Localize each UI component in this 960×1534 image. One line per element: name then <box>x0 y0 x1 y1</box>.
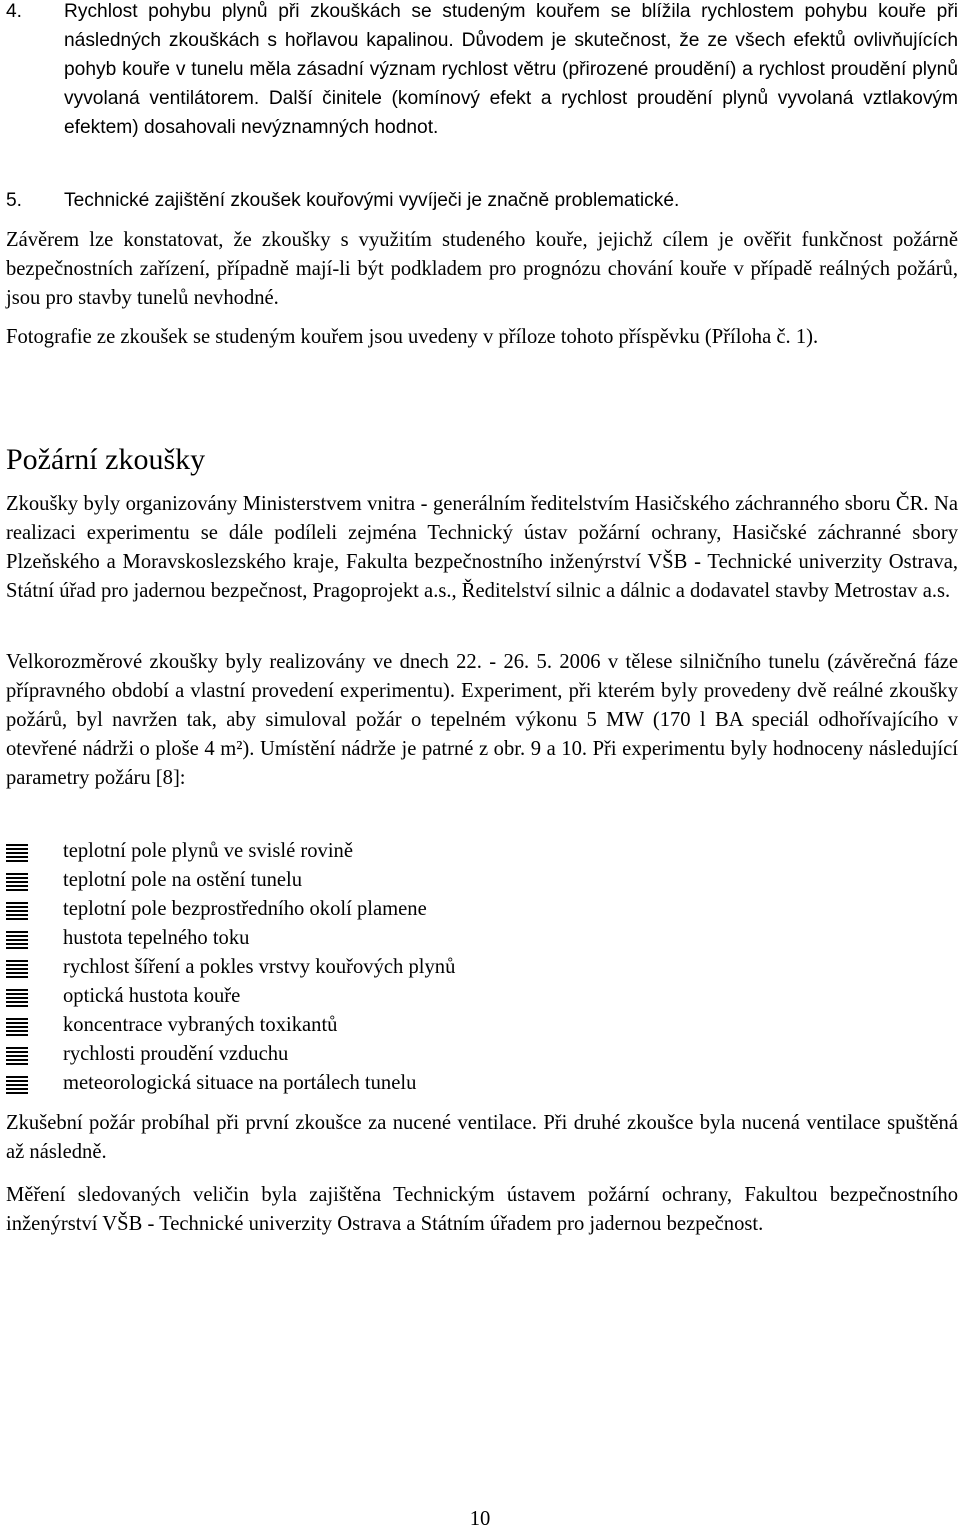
item-text: Technické zajištění zkoušek kouřovými vyvíječi je značně problematické. <box>64 190 680 211</box>
list-item <box>6 895 958 924</box>
list-item-text: koncentrace vybraných toxikantů <box>63 1014 338 1036</box>
list-item <box>6 953 958 982</box>
section-heading: Požární zkoušky <box>6 443 206 476</box>
page-number: 10 <box>469 1508 491 1530</box>
bullet-icon <box>6 902 28 920</box>
paragraph-test-fire: Zkušební požár probíhal při první zkoušce za nucené ventilace. Při druhé zkoušce byla nucená ventilace spuštěná až následně. <box>6 1112 958 1163</box>
list-item <box>6 866 958 895</box>
bullet-icon <box>6 1076 28 1094</box>
bullet-icon <box>6 931 28 949</box>
item-number: 4. <box>6 1 23 22</box>
list-item <box>6 1040 958 1069</box>
bullet-icon <box>6 1047 28 1065</box>
bullet-icon <box>6 873 28 891</box>
list-item <box>6 1069 958 1098</box>
list-item-text: rychlost šíření a pokles vrstvy kouřových plynů <box>63 956 456 978</box>
list-item <box>6 982 958 1011</box>
bullet-icon <box>6 989 28 1007</box>
paragraph-photos: Fotografie ze zkoušek se studeným kouřem jsou uvedeny v příloze tohoto příspěvku (Příloha č. 1). <box>6 326 819 348</box>
paragraph-measurement: Měření sledovaných veličin byla zajištěna Technickým ústavem požární ochrany, Fakultou bezpečnostního inženýrství VŠB - Technické univerzity Ostrava a Státním úřadem pro jadernou bezpečnost. <box>6 1184 958 1235</box>
parameter-list <box>6 837 958 1098</box>
list-item-text: teplotní pole bezprostředního okolí plamene <box>63 898 427 920</box>
list-item <box>6 837 958 866</box>
bullet-icon <box>6 1018 28 1036</box>
list-item <box>6 924 958 953</box>
item-text: Rychlost pohybu plynů při zkouškách se studeným kouřem se blížila rychlostem pohybu kouře při následných zkouškách s hořlavou kapalinou. Důvodem je skutečnost, že ze všech efektů ovlivňujících pohyb kouře v tunelu měla zásadní význam rychlost větru (přirozené proudění) a rychlost proudění plynů vyvolaná ventilátorem. Další činitele (komínový efekt a rychlost proudění plynů vyvolaná vztlakovým efektem) dosahovali nevýznamných hodnot. <box>64 1 958 138</box>
list-item-text: optická hustota kouře <box>63 985 241 1007</box>
bullet-icon <box>6 960 28 978</box>
list-item-text: hustota tepelného toku <box>63 927 250 949</box>
list-item-text: rychlosti proudění vzduchu <box>63 1043 289 1065</box>
paragraph-realization: Velkorozměrové zkoušky byly realizovány ve dnech 22. - 26. 5. 2006 v tělese silničního tunelu (závěrečná fáze přípravného období a vlastní provedení experimentu). Experiment, při kterém byly provedeny dvě reálné zkoušky požárů, byl navržen tak, aby simuloval požár o tepelném výkonu 5 MW (170 l BA speciál odhořívajícího v otevřené nádrži o ploše 4 m²). Umístění nádrže je patrné z obr. 9 a 10. Při experimentu byly hodnoceny následující parametry požáru [8]: <box>6 651 958 789</box>
list-item <box>6 1011 958 1040</box>
paragraph-organization: Zkoušky byly organizovány Ministerstvem vnitra - generálním ředitelstvím Hasičského záchranného sboru ČR. Na realizaci experimentu se dále podíleli zejména Technický ústav požární ochrany, Hasičské záchranné sbory Plzeňského a Moravskoslezského kraje, Fakulta bezpečnostního inženýrství VŠB - Technické univerzity Ostrava, Státní úřad pro jadernou bezpečnost, Pragoprojekt a.s., Ředitelství silnic a dálnic a dodavatel stavby Metrostav a.s. <box>6 493 958 602</box>
list-item-text: teplotní pole na ostění tunelu <box>63 869 303 891</box>
list-item-text: teplotní pole plynů ve svislé rovině <box>63 840 353 862</box>
item-number: 5. <box>6 190 23 211</box>
list-item-text: meteorologická situace na portálech tunelu <box>63 1072 417 1094</box>
bullet-icon <box>6 844 28 862</box>
paragraph-conclusion: Závěrem lze konstatovat, že zkoušky s využitím studeného kouře, jejichž cílem je ověřit funkčnost požárně bezpečnostních zařízení, případně mají-li být podkladem pro prognózu chování kouře v případě reálných požárů, jsou pro stavby tunelů nevhodné. <box>6 229 958 309</box>
